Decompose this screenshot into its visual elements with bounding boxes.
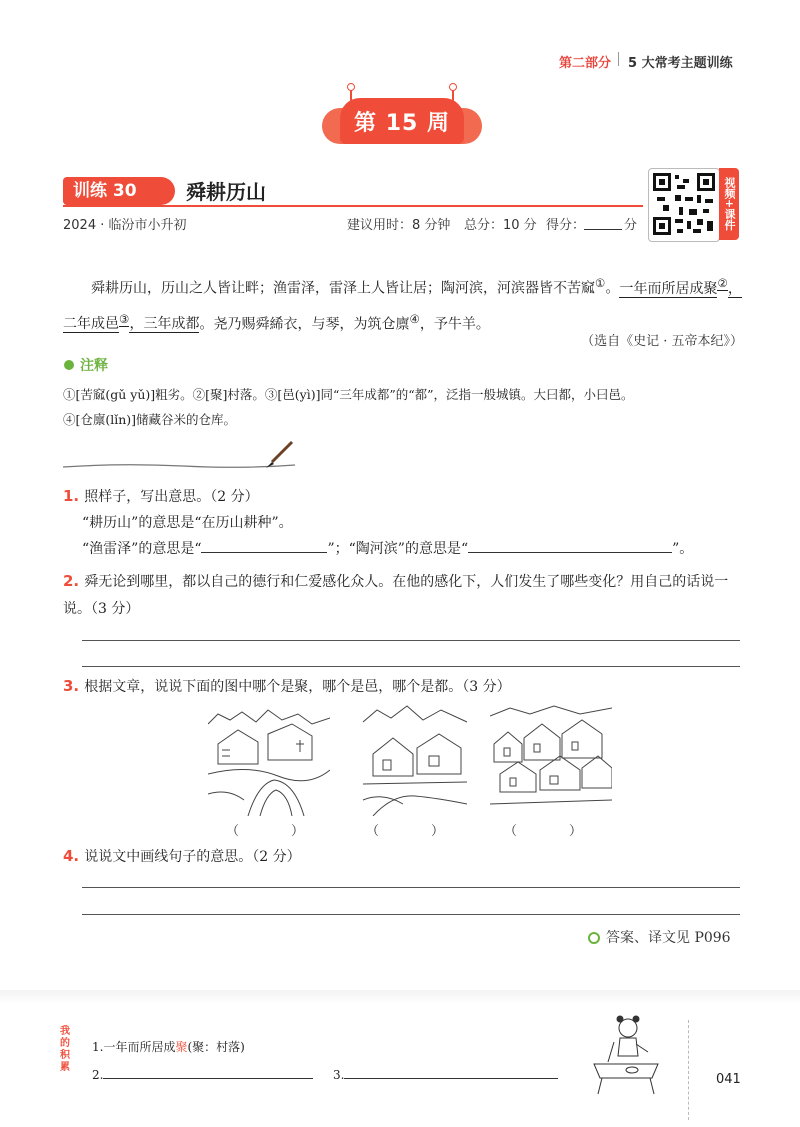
footnote-mark-2: ② bbox=[717, 276, 728, 290]
accumulation-item-1 bbox=[92, 1038, 245, 1055]
passage-source: （选自《史记 · 五帝本纪》） bbox=[581, 334, 743, 349]
passage-text-3: ，予牛羊。 bbox=[419, 316, 490, 333]
item-2-number: 2. bbox=[92, 1068, 104, 1082]
question-1-fill bbox=[82, 538, 693, 558]
answer-paren-2[interactable]: （ ） bbox=[366, 824, 445, 839]
score-blank[interactable] bbox=[584, 229, 622, 230]
calligraphy-brush-icon bbox=[262, 440, 296, 470]
accumulation-blank-2[interactable] bbox=[103, 1064, 313, 1079]
accumulation-blank-3[interactable] bbox=[344, 1064, 558, 1079]
town-sketch-image bbox=[354, 704, 476, 816]
lesson-title: 舜耕历山 bbox=[186, 180, 266, 204]
total-score: 总分：10 分 bbox=[464, 218, 537, 233]
item-1-word: 聚 bbox=[175, 1040, 188, 1054]
question-1-fill-a: “渔雷泽”的意思是“ bbox=[82, 541, 202, 557]
note-line-2: ④[仓廪(lǐn)]储藏谷米的仓库。 bbox=[63, 412, 237, 427]
city-sketch-image bbox=[490, 704, 612, 816]
village-sketch-image bbox=[208, 704, 330, 816]
answer-line[interactable] bbox=[82, 640, 740, 641]
week-label: 第 15 周 bbox=[354, 111, 450, 136]
passage-text-1: 舜耕历山，历山之人皆让畔；渔雷泽，雷泽上人皆让居；陶河滨，河滨器皆不苦窳 bbox=[91, 280, 595, 297]
footer-dashed-divider bbox=[688, 1020, 689, 1120]
question-1-number: 1. bbox=[63, 487, 80, 505]
passage-text-2: 。尧乃赐舜絺衣，与琴，为筑仓廪 bbox=[199, 316, 410, 333]
classical-passage bbox=[63, 268, 743, 339]
question-4 bbox=[63, 846, 301, 866]
qr-code-icon[interactable] bbox=[648, 168, 720, 242]
question-3-number: 3. bbox=[63, 677, 80, 695]
page-number: 041 bbox=[716, 1072, 741, 1087]
footnote-mark-4: ④ bbox=[409, 311, 420, 326]
score-unit: 分 bbox=[624, 218, 638, 233]
footnote-mark-1: ① bbox=[595, 276, 606, 290]
child-writing-illustration bbox=[588, 1012, 668, 1096]
question-3-text: 根据文章，说说下面的图中哪个是聚，哪个是邑，哪个是都。（3 分） bbox=[84, 679, 511, 695]
qr-pattern bbox=[653, 173, 715, 235]
question-1-example: “耕历山”的意思是“在历山耕种”。 bbox=[82, 515, 293, 531]
item-3-number: 3. bbox=[333, 1068, 345, 1082]
underlined-sentence-b: ，二年成邑 bbox=[63, 280, 742, 333]
answer-line[interactable] bbox=[82, 887, 740, 888]
magnifier-icon bbox=[588, 932, 600, 944]
question-4-text: 说说文中画线句子的意思。（2 分） bbox=[84, 849, 301, 865]
score-label: 得分： bbox=[546, 218, 586, 233]
note-leaf-icon bbox=[64, 360, 74, 370]
my-accumulation-label: 我的积累 bbox=[60, 1026, 70, 1073]
answer-paren-3[interactable]: （ ） bbox=[504, 824, 583, 839]
suggested-time: 建议用时：8 分钟 bbox=[347, 218, 451, 233]
question-3 bbox=[63, 676, 511, 696]
section-subtitle: 5 大常考主题训练 bbox=[628, 56, 733, 71]
underlined-sentence-c: ，三年成都 bbox=[129, 316, 200, 333]
question-1-fill-mid: ”；“陶河滨”的意思是“ bbox=[327, 541, 469, 557]
answer-line[interactable] bbox=[82, 914, 740, 915]
question-2-text: 舜无论到哪里，都以自己的德行和仁爱感化众人。在他的感化下，人们发生了哪些变化？用自己的话说一说。（3 分） bbox=[63, 574, 729, 617]
answer-paren-1[interactable]: （ ） bbox=[226, 824, 305, 839]
week-banner bbox=[322, 80, 482, 146]
notes-title: 注释 bbox=[80, 358, 108, 374]
question-1-fill-end: ”。 bbox=[672, 541, 694, 557]
question-1-text: 照样子，写出意思。（2 分） bbox=[84, 489, 259, 505]
answer-reference[interactable] bbox=[588, 927, 731, 947]
section-part: 第二部分 bbox=[559, 56, 612, 71]
underlined-sentence-a: 一年而所居成聚 bbox=[619, 280, 718, 297]
question-2-number: 2. bbox=[63, 572, 80, 590]
lesson-badge: 训练 30 bbox=[63, 177, 175, 205]
exam-source: 2024 · 临汾市小升初 bbox=[63, 218, 187, 233]
answer-blank-1[interactable] bbox=[201, 538, 327, 553]
lesson-title-underline bbox=[63, 205, 643, 207]
passage-period: 。 bbox=[605, 280, 620, 297]
question-2 bbox=[63, 568, 743, 622]
notes-body bbox=[63, 382, 753, 432]
footnote-mark-3: ③ bbox=[119, 311, 130, 326]
item-1-gloss: (聚：村落) bbox=[187, 1040, 245, 1054]
video-courseware-tag[interactable]: 视频+课件 bbox=[719, 168, 739, 240]
answer-line[interactable] bbox=[82, 666, 740, 667]
question-4-number: 4. bbox=[63, 847, 80, 865]
item-1-prefix: 1.一年而所居成 bbox=[92, 1040, 176, 1054]
footer-shadow bbox=[0, 990, 800, 1004]
accumulation-item-2 bbox=[92, 1064, 313, 1082]
answer-reference-text: 答案、译文见 P096 bbox=[606, 930, 731, 946]
question-1 bbox=[63, 486, 259, 506]
answer-blank-2[interactable] bbox=[468, 538, 672, 553]
note-line-1: ①[苦窳(gǔ yǔ)]粗劣。②[聚]村落。③[邑(yì)]同“三年成都”的“都”，泛指一般城镇。大曰都，小曰邑。 bbox=[63, 387, 634, 402]
accumulation-item-3 bbox=[333, 1064, 558, 1082]
header-divider bbox=[618, 52, 619, 66]
